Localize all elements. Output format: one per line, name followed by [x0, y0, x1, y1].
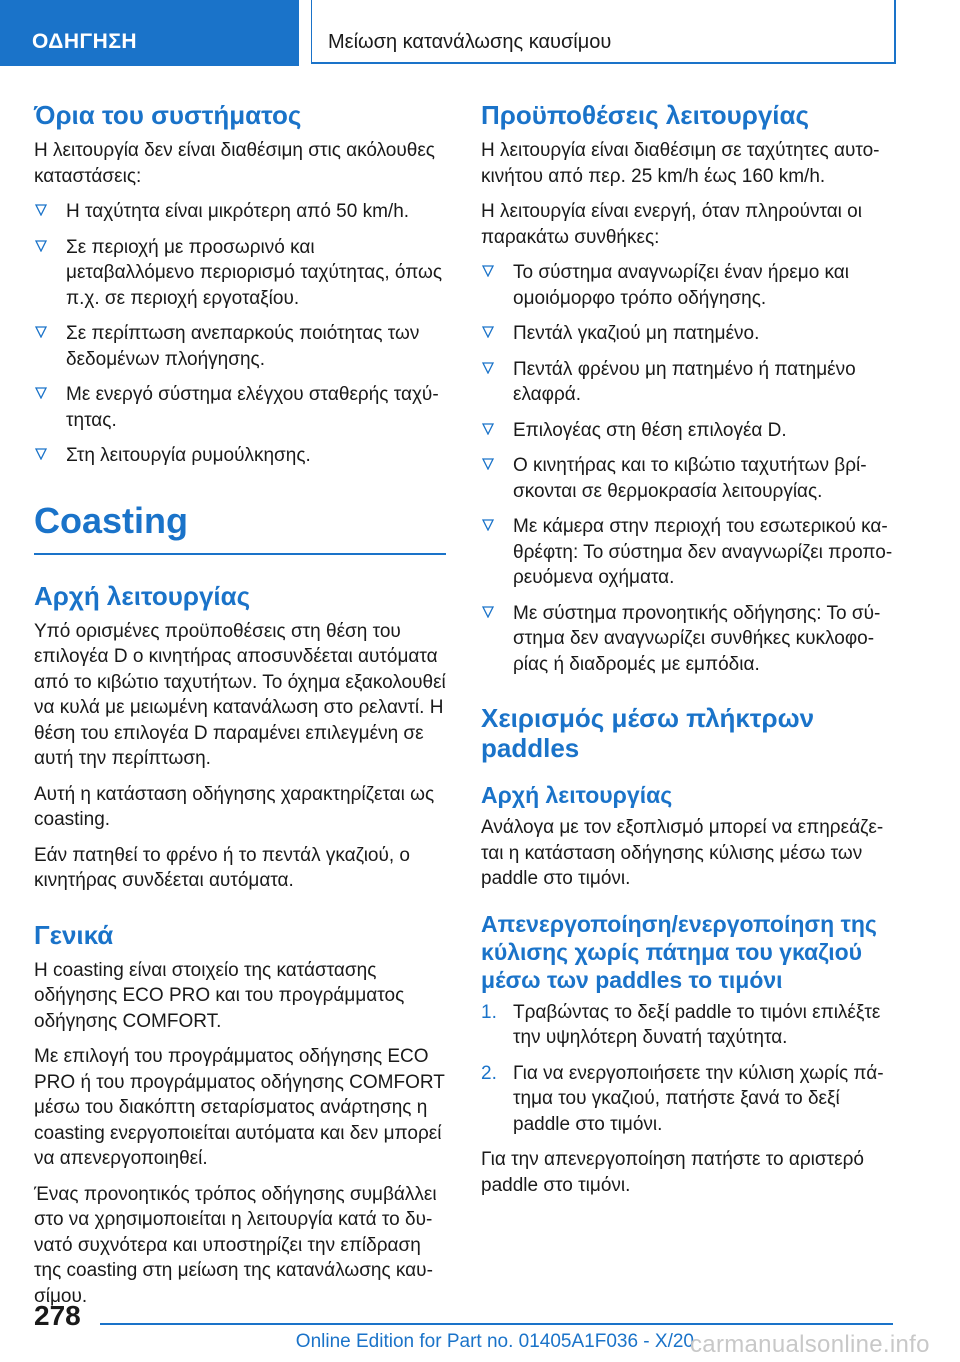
list-item	[34, 321, 446, 372]
paddles-principle-heading: Αρχή λειτουργίας	[481, 782, 673, 808]
bullet-triangle-icon	[482, 606, 494, 618]
principle-paragraph-1: Υπό ορισμένες προϋποθέσεις στη θέση του επιλογέα D ο κινητήρας αποσυνδέεται αυτόματα από το κιβώτιο ταχυτήτων. Το όχημα εξακολουθεί να κυλά με μειωμένη κατανάλωση στο ρελαντί. Η θέση του επιλογέα D παραμένει επιλεγμένη σε αυτή την περίπτωση.	[34, 620, 446, 769]
page-number: 278	[34, 1300, 81, 1331]
list-item-text: Ο κινητήρας και το κιβώτιο ταχυτήτων βρίσκονται σε θερμοκρασία λειτουργίας.	[513, 455, 867, 502]
list-item-text: Το σύστημα αναγνωρίζει έναν ήρεμο και ομοιόμορφο τρόπο οδήγησης.	[513, 262, 850, 309]
bullet-triangle-icon	[482, 362, 494, 374]
list-item	[481, 418, 893, 444]
list-item	[34, 199, 446, 225]
list-item	[481, 601, 893, 678]
bullet-triangle-icon	[35, 204, 47, 216]
list-item	[481, 321, 893, 347]
left-column	[34, 100, 446, 1319]
principle-paragraph-2: Αυτή η κατάσταση οδήγησης χαρακτηρίζεται ως coasting.	[34, 783, 435, 830]
bullet-triangle-icon	[35, 326, 47, 338]
prereq-paragraph-1: Η λειτουργία είναι διαθέσιμη σε ταχύτητες αυτοκινήτου από περ. 25 km/h έως 160 km/h.	[481, 140, 880, 187]
footer-divider	[100, 1323, 893, 1325]
edition-label: Online Edition for Part no. 01405A1F036 - X/20	[295, 1331, 694, 1352]
principle-heading: Αρχή λειτουργίας	[34, 580, 251, 611]
list-item	[481, 1061, 893, 1138]
list-item-text: Σε περιοχή με προσωρινό και μεταβαλλόμενο περιορισμό ταχύτητας, όπως π.χ. σε περιοχή εργοταξίου.	[66, 236, 443, 309]
general-paragraph-3: Ένας προνοητικός τρόπος οδήγησης συμβάλλει στο να χρησιμοποιείται η λειτουργία κατά το δυνατό συχνότερα και υποστηρίζει την επίδραση της coasting στη μείωση της κατανάλωσης καυσίμου.	[34, 1183, 437, 1307]
limits-heading: Όρια του συστήματος	[34, 100, 302, 130]
list-item	[481, 260, 893, 311]
list-item	[34, 443, 446, 469]
bullet-triangle-icon	[482, 458, 494, 470]
right-column	[481, 100, 893, 1208]
bullet-triangle-icon	[482, 423, 494, 435]
list-item	[34, 382, 446, 433]
list-item-text: Με σύστημα προνοητικής οδήγησης: Το σύστημα δεν αναγνωρίζει συνθήκες κυκλοφορίας ή διαδρομές με εμπόδια.	[513, 602, 881, 675]
list-item-text: Σε περίπτωση ανεπαρκούς ποιότητας των δεδομένων πλοήγησης.	[66, 323, 420, 370]
toggle-heading: Απενεργοποίηση/ενεργοποίηση της κύλισης χωρίς πάτημα του γκαζιού μέσω των paddles το τιμόνι	[481, 910, 877, 993]
list-item-text: Με ενεργό σύστημα ελέγχου σταθερής ταχύτητας.	[66, 384, 439, 431]
limits-intro: Η λειτουργία δεν είναι διαθέσιμη στις ακόλουθες καταστάσεις:	[34, 140, 435, 187]
general-heading: Γενικά	[34, 919, 114, 950]
bullet-triangle-icon	[35, 240, 47, 252]
page-header	[0, 0, 960, 66]
bullet-triangle-icon	[482, 326, 494, 338]
bullet-triangle-icon	[482, 519, 494, 531]
list-item	[481, 453, 893, 504]
list-item-text: Με κάμερα στην περιοχή του εσωτερικού καθρέφτη: Το σύστημα δεν αναγνωρίζει προπορευόμενα οχήματα.	[513, 516, 893, 588]
list-item	[481, 357, 893, 408]
paddles-heading: Χειρισμός μέσω πλήκτρων paddles	[481, 703, 815, 763]
list-item	[34, 235, 446, 312]
list-item	[481, 1000, 893, 1051]
chapter-title: Μείωση κατανάλωσης καυσίμου	[311, 0, 896, 64]
paddles-principle-paragraph: Ανάλογα με τον εξοπλισμό μπορεί να επηρεάζεται η κατάσταση οδήγησης κύλισης μέσω των paddle στο τιμόνι.	[481, 817, 884, 889]
coasting-title: Coasting	[34, 499, 446, 555]
prereq-heading: Προϋποθέσεις λειτουργίας	[481, 100, 810, 130]
prereq-paragraph-2: Η λειτουργία είναι ενεργή, όταν πληρούνται οι παρακάτω συνθήκες:	[481, 201, 862, 248]
step-number: 2.	[481, 1062, 497, 1084]
toggle-note: Για την απενεργοποίηση πατήστε το αριστερό paddle στο τιμόνι.	[481, 1149, 864, 1196]
principle-paragraph-3: Εάν πατηθεί το φρένο ή το πεντάλ γκαζιού, ο κινητήρας συνδέεται αυτόματα.	[34, 844, 410, 891]
general-paragraph-1: Η coasting είναι στοιχείο της κατάστασης οδήγησης ECO PRO και του προγράμματος οδήγησης COMFORT.	[34, 959, 405, 1032]
step-text: Τραβώντας το δεξί paddle το τιμόνι επιλέξτε την υψηλότερη δυνατή ταχύτητα.	[513, 1001, 881, 1048]
bullet-triangle-icon	[35, 448, 47, 460]
watermark: carmanualsonline.info	[690, 1331, 930, 1358]
step-number: 1.	[481, 1001, 497, 1023]
list-item-text: Επιλογέας στη θέση επιλογέα D.	[513, 419, 787, 441]
general-paragraph-2: Με επιλογή του προγράμματος οδήγησης ECO PRO ή του προγράμματος οδήγησης COMFORT μέσω του διακόπτη σεταρίσματος ανάρτησης η coasting ενεργοποιείται αυτόματα και δεν μπορεί να απενεργοποιηθεί.	[34, 1046, 445, 1169]
section-tab: ΟΔΗΓΗΣΗ	[0, 0, 299, 66]
toggle-steps	[481, 1000, 893, 1138]
list-item-text: Η ταχύτητα είναι μικρότερη από 50 km/h.	[66, 201, 410, 222]
list-item-text: Στη λειτουργία ρυμούλκησης.	[66, 445, 311, 466]
list-item	[481, 514, 893, 591]
list-item-text: Πεντάλ γκαζιού μη πατημένο.	[513, 323, 760, 344]
list-item-text: Πεντάλ φρένου μη πατημένο ή πατημένο ελαφρά.	[513, 358, 856, 405]
bullet-triangle-icon	[482, 265, 494, 277]
limits-list	[34, 199, 446, 469]
prereq-list	[481, 260, 893, 677]
step-text: Για να ενεργοποιήσετε την κύλιση χωρίς πάτημα του γκαζιού, πατήστε ξανά το δεξί paddle στο τιμόνι.	[513, 1062, 884, 1135]
bullet-triangle-icon	[35, 387, 47, 399]
